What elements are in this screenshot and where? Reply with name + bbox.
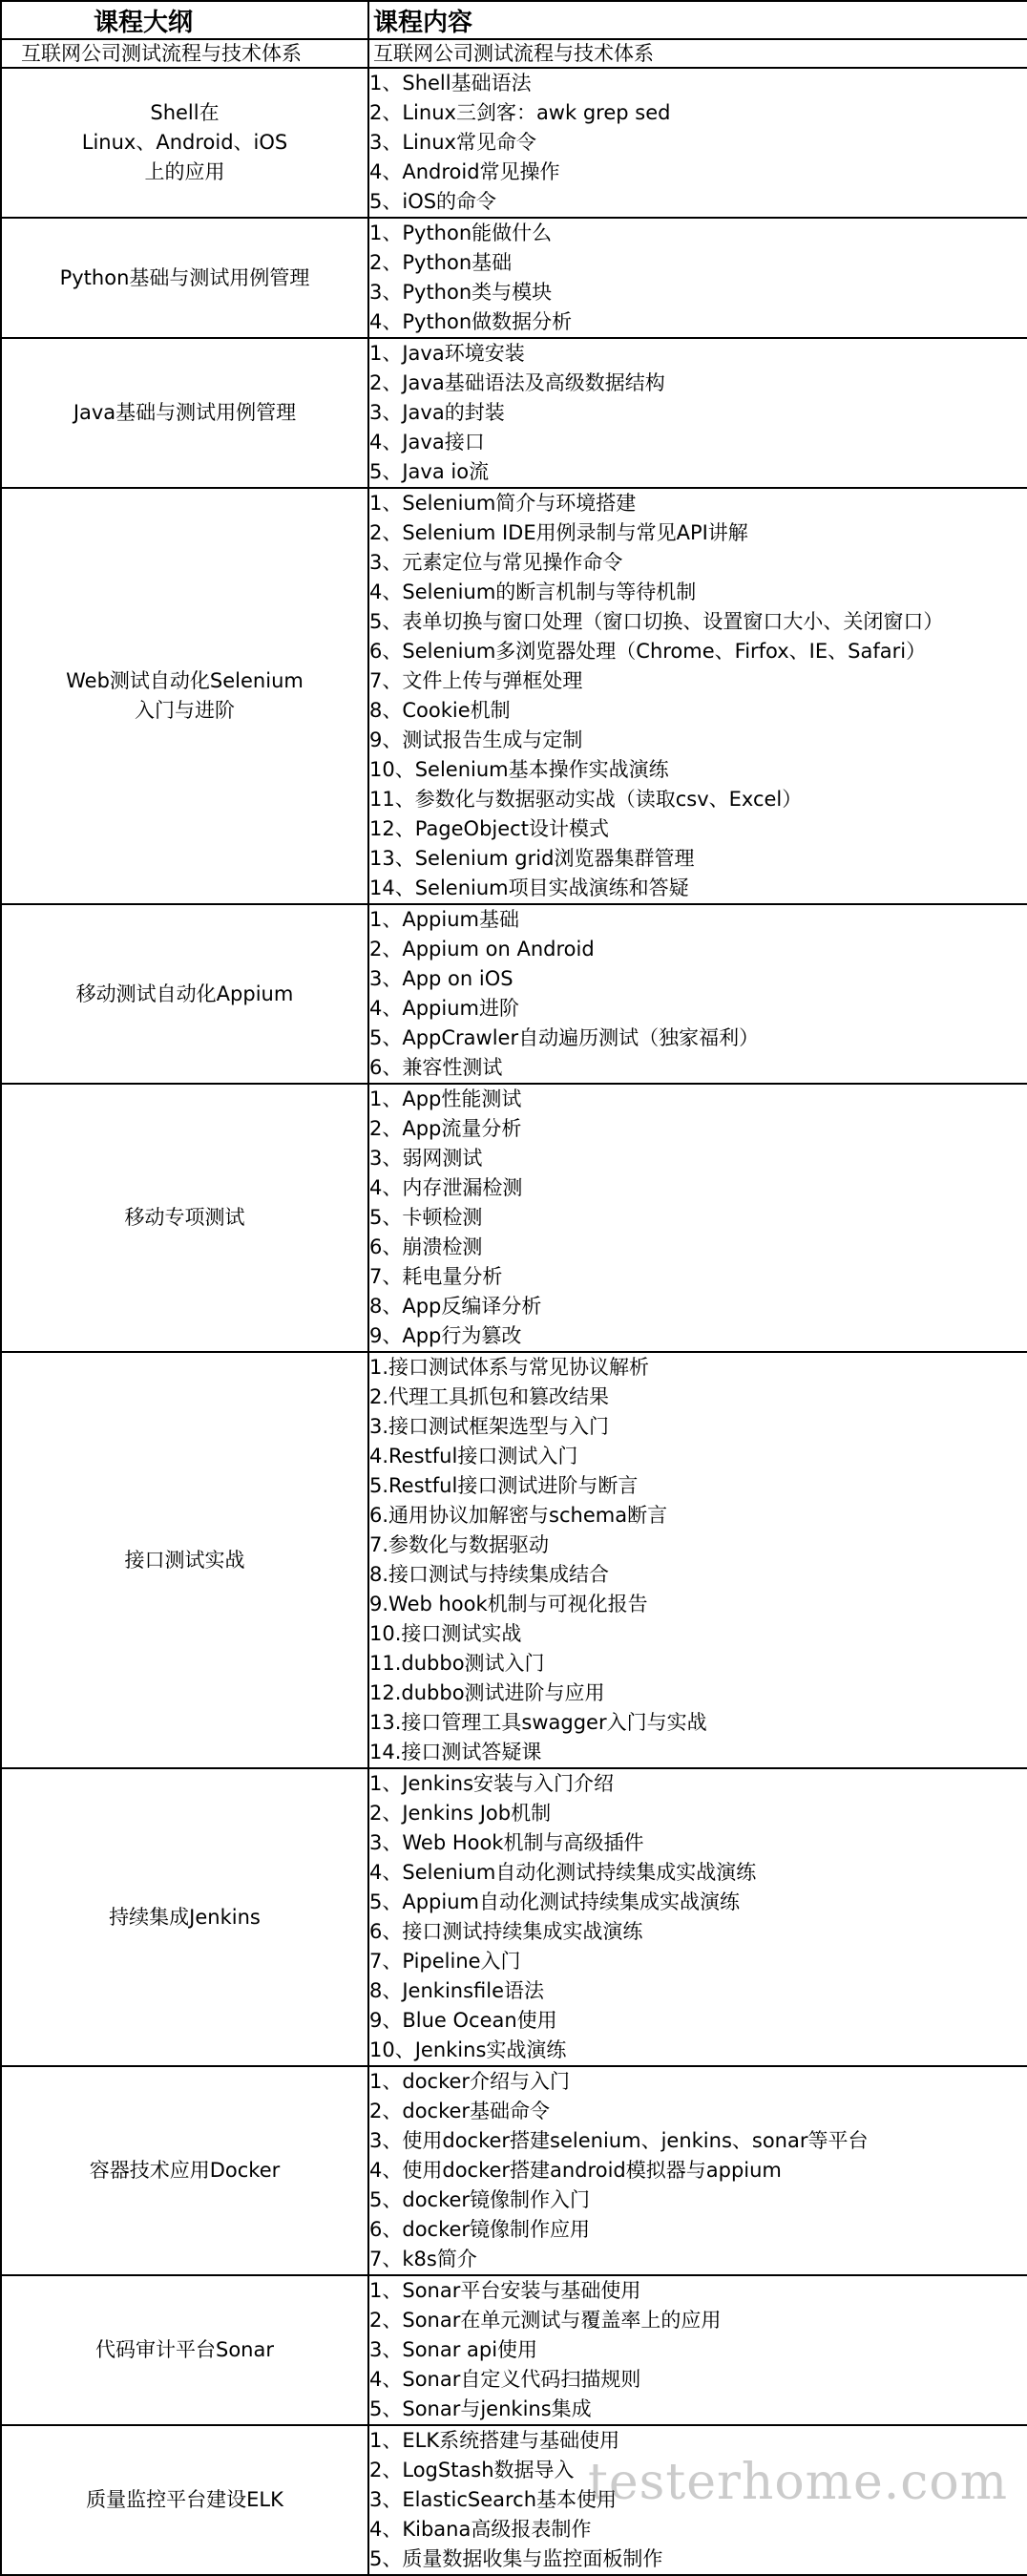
section-title: 移动测试自动化Appium	[1, 904, 368, 1084]
list-item: 2、Appium on Android	[369, 938, 595, 961]
list-item: 8.接口测试与持续集成结合	[369, 1563, 610, 1586]
list-item: 1、Selenium简介与环境搭建	[369, 492, 637, 515]
header-outline: 课程大纲	[1, 1, 368, 39]
list-item: 14、Selenium项目实战演练和答疑	[369, 876, 689, 899]
list-item: 3、Sonar api使用	[369, 2338, 538, 2361]
list-item: 5、表单切换与窗口处理（窗口切换、设置窗口大小、关闭窗口）	[369, 610, 944, 633]
header-row	[1, 1, 1027, 39]
section-row	[1, 68, 1027, 218]
section-title: 代码审计平台Sonar	[1, 2275, 368, 2425]
list-item: 7、Pipeline入门	[369, 1950, 521, 1973]
list-item: 2、Linux三剑客：awk grep sed	[369, 101, 671, 124]
list-item: 4、Kibana高级报表制作	[369, 2518, 592, 2541]
list-item: 3、弱网测试	[369, 1147, 483, 1170]
list-item: 5、iOS的命令	[369, 190, 497, 213]
list-item: 7、耗电量分析	[369, 1265, 503, 1288]
list-item: 3、App on iOS	[369, 967, 514, 990]
section-row	[1, 488, 1027, 904]
list-item: 1、Java环境安装	[369, 342, 525, 365]
list-item: 2、LogStash数据导入	[369, 2459, 575, 2481]
list-item: 1.接口测试体系与常见协议解析	[369, 1356, 650, 1379]
list-item: 2、Selenium IDE用例录制与常见API讲解	[369, 521, 748, 544]
section-title: Web测试自动化Selenium 入门与进阶	[1, 488, 368, 904]
section-items	[368, 1352, 1027, 1768]
intro-outline: 互联网公司测试流程与技术体系	[1, 39, 368, 68]
list-item: 8、Jenkinsfile语法	[369, 1979, 545, 2002]
list-item: 5、Appium自动化测试持续集成实战演练	[369, 1890, 740, 1913]
list-item: 3、使用docker搭建selenium、jenkins、sonar等平台	[369, 2129, 869, 2152]
list-item: 9、App行为篡改	[369, 1324, 522, 1347]
list-item: 4、使用docker搭建android模拟器与appium	[369, 2159, 782, 2182]
list-item: 5、Java io流	[369, 460, 490, 483]
list-item: 4.Restful接口测试入门	[369, 1445, 578, 1467]
list-item: 4、Selenium自动化测试持续集成实战演练	[369, 1861, 757, 1884]
list-item: 1、Jenkins安装与入门介绍	[369, 1772, 615, 1795]
section-title: 质量监控平台建设ELK	[1, 2425, 368, 2575]
section-title: Java基础与测试用例管理	[1, 338, 368, 488]
list-item: 3、Linux常见命令	[369, 131, 536, 154]
list-item: 3、元素定位与常见操作命令	[369, 551, 623, 574]
section-row	[1, 2275, 1027, 2425]
section-title: 移动专项测试	[1, 1084, 368, 1352]
list-item: 5、质量数据收集与监控面板制作	[369, 2547, 663, 2570]
section-items	[368, 2275, 1027, 2425]
list-item: 6.通用协议加解密与schema断言	[369, 1504, 668, 1527]
list-item: 3.接口测试框架选型与入门	[369, 1415, 610, 1438]
list-item: 7.参数化与数据驱动	[369, 1533, 550, 1556]
section-title: Shell在 Linux、Android、iOS 上的应用	[1, 68, 368, 218]
list-item: 8、App反编译分析	[369, 1295, 542, 1318]
list-item: 12.dubbo测试进阶与应用	[369, 1681, 605, 1704]
intro-content: 互联网公司测试流程与技术体系	[368, 39, 1027, 68]
list-item: 11、参数化与数据驱动实战（读取csv、Excel）	[369, 788, 803, 811]
section-row	[1, 338, 1027, 488]
list-item: 1、Shell基础语法	[369, 72, 532, 95]
list-item: 12、PageObject设计模式	[369, 817, 609, 840]
list-item: 3、Python类与模块	[369, 281, 553, 304]
list-item: 4、Android常见操作	[369, 160, 560, 183]
list-item: 1、App性能测试	[369, 1087, 522, 1110]
section-items	[368, 904, 1027, 1084]
header-content: 课程内容	[368, 1, 1027, 39]
list-item: 7、k8s简介	[369, 2248, 477, 2270]
list-item: 4、内存泄漏检测	[369, 1176, 523, 1199]
section-row	[1, 2066, 1027, 2275]
list-item: 11.dubbo测试入门	[369, 1652, 545, 1675]
list-item: 7、文件上传与弹框处理	[369, 669, 583, 692]
list-item: 9、测试报告生成与定制	[369, 728, 583, 751]
section-row	[1, 1352, 1027, 1768]
section-title: 容器技术应用Docker	[1, 2066, 368, 2275]
section-row	[1, 1768, 1027, 2066]
section-row	[1, 218, 1027, 338]
list-item: 4、Selenium的断言机制与等待机制	[369, 581, 697, 603]
list-item: 9、Blue Ocean使用	[369, 2009, 557, 2032]
section-title: Python基础与测试用例管理	[1, 218, 368, 338]
list-item: 6、兼容性测试	[369, 1056, 503, 1079]
section-items	[368, 68, 1027, 218]
list-item: 2、Python基础	[369, 251, 513, 274]
list-item: 1、Python能做什么	[369, 222, 553, 244]
section-items	[368, 2425, 1027, 2575]
list-item: 1、docker介绍与入门	[369, 2070, 571, 2093]
list-item: 2、Java基础语法及高级数据结构	[369, 371, 665, 394]
list-item: 8、Cookie机制	[369, 699, 511, 722]
list-item: 4、Java接口	[369, 431, 485, 454]
list-item: 6、docker镜像制作应用	[369, 2218, 591, 2241]
list-item: 5、卡顿检测	[369, 1206, 483, 1229]
list-item: 6、Selenium多浏览器处理（Chrome、Firfox、IE、Safari）	[369, 640, 927, 663]
list-item: 10、Selenium基本操作实战演练	[369, 758, 669, 781]
section-row	[1, 1084, 1027, 1352]
list-item: 5.Restful接口测试进阶与断言	[369, 1474, 639, 1497]
list-item: 13.接口管理工具swagger入门与实战	[369, 1711, 707, 1734]
section-row	[1, 904, 1027, 1084]
list-item: 2、Sonar在单元测试与覆盖率上的应用	[369, 2309, 722, 2332]
section-items	[368, 218, 1027, 338]
intro-row	[1, 39, 1027, 68]
section-items	[368, 1084, 1027, 1352]
list-item: 2、docker基础命令	[369, 2100, 551, 2122]
list-item: 10、Jenkins实战演练	[369, 2038, 567, 2061]
list-item: 5、Sonar与jenkins集成	[369, 2397, 592, 2420]
list-item: 4、Python做数据分析	[369, 310, 573, 333]
list-item: 3、ElasticSearch基本使用	[369, 2488, 618, 2511]
list-item: 6、崩溃检测	[369, 1235, 483, 1258]
list-item: 5、AppCrawler自动遍历测试（独家福利）	[369, 1026, 760, 1049]
section-items	[368, 1768, 1027, 2066]
list-item: 3、Web Hook机制与高级插件	[369, 1831, 644, 1854]
list-item: 5、docker镜像制作入门	[369, 2188, 591, 2211]
list-item: 1、Sonar平台安装与基础使用	[369, 2279, 641, 2302]
list-item: 13、Selenium grid浏览器集群管理	[369, 847, 695, 870]
list-item: 4、Appium进阶	[369, 997, 519, 1020]
section-title: 持续集成Jenkins	[1, 1768, 368, 2066]
list-item: 2、Jenkins Job机制	[369, 1802, 552, 1825]
section-row	[1, 2425, 1027, 2575]
section-items	[368, 488, 1027, 904]
list-item: 2.代理工具抓包和篡改结果	[369, 1385, 610, 1408]
section-items	[368, 338, 1027, 488]
list-item: 2、App流量分析	[369, 1117, 522, 1140]
list-item: 10.接口测试实战	[369, 1622, 522, 1645]
section-title: 接口测试实战	[1, 1352, 368, 1768]
list-item: 3、Java的封装	[369, 401, 505, 424]
list-item: 1、ELK系统搭建与基础使用	[369, 2429, 620, 2452]
watermark: testerhome.com	[587, 2454, 1008, 2511]
list-item: 14.接口测试答疑课	[369, 1741, 542, 1763]
list-item: 4、Sonar自定义代码扫描规则	[369, 2368, 641, 2391]
list-item: 1、Appium基础	[369, 908, 519, 931]
list-item: 9.Web hook机制与可视化报告	[369, 1593, 648, 1615]
section-items	[368, 2066, 1027, 2275]
list-item: 6、接口测试持续集成实战演练	[369, 1920, 643, 1943]
